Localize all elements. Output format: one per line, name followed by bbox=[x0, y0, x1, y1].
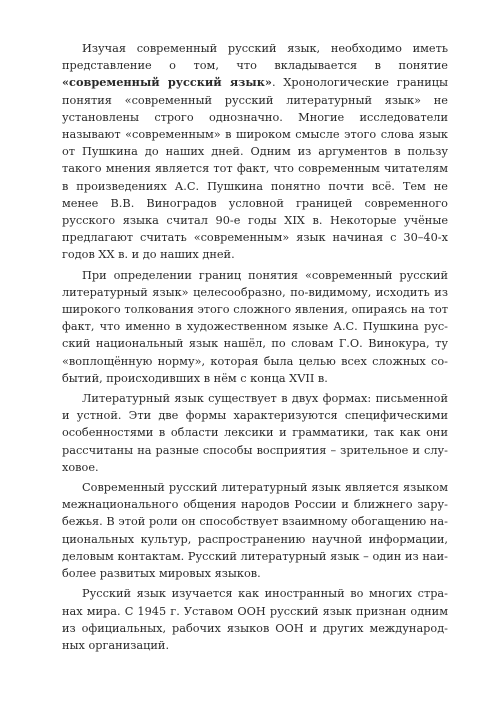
paragraph-4: Современный русский литературный язык является языком межнационального общения народов России и ближнего зарубежья. В этой роли он способствует взаимному обогащению национальных культур, распространению научной информации, деловым контактам. Русский литературный язык – один из наиболее развитых мировых языков. bbox=[62, 481, 448, 581]
paragraph-5: Русский язык изучается как иностранный во многих странах мира. С 1945 г. Уставом ООН русский язык признан одним из официальных, рабочих языков ООН и других международных организаций. bbox=[62, 587, 448, 652]
document-page bbox=[62, 40, 448, 657]
paragraph-1 bbox=[62, 40, 448, 264]
paragraph-1-rest: . Хронологические границы понятия «современный русский литературный язык» не установлены строго однозначно. Многие исследователи называют «современным» в широком смысле этого слова язык от Пушкина до наших дней. Одним из аргументов в пользу такого мнения является тот факт, что современным читателям в произведениях А.С. Пушкина понятно почти всё. Тем не менее В.В. Виноградов условной границей современного русского языка считал 90-е годы XIX в. Некоторые учёные предлагают считать «современным» язык начиная с 30–40-х годов XX в. и до наших дней. bbox=[62, 76, 449, 262]
paragraph-1-lead: Изучая современный русский язык, необходимо иметь представление о том, что вкладывается в понятие bbox=[62, 42, 448, 73]
paragraph-2: При определении границ понятия «современный русский литературный язык» целесообразно, по-видимому, исходить из широкого толкования этого сложного явления, опираясь на тот факт, что именно в художественном языке А.С. Пушкина русский национальный язык нашёл, по словам Г.О. Винокура, ту «воплощённую норму», которая была целью всех сложных событий, происходивших в нём с конца XVII в. bbox=[62, 268, 448, 385]
highlighted-term: «современный русский язык» bbox=[62, 75, 272, 90]
paragraph-3: Литературный язык существует в двух формах: письменной и устной. Эти две формы характеризуются специфическими особенностями в области лексики и грамматики, так как они рассчитаны на разные способы восприятия – зрительное и слуховое. bbox=[62, 392, 448, 474]
